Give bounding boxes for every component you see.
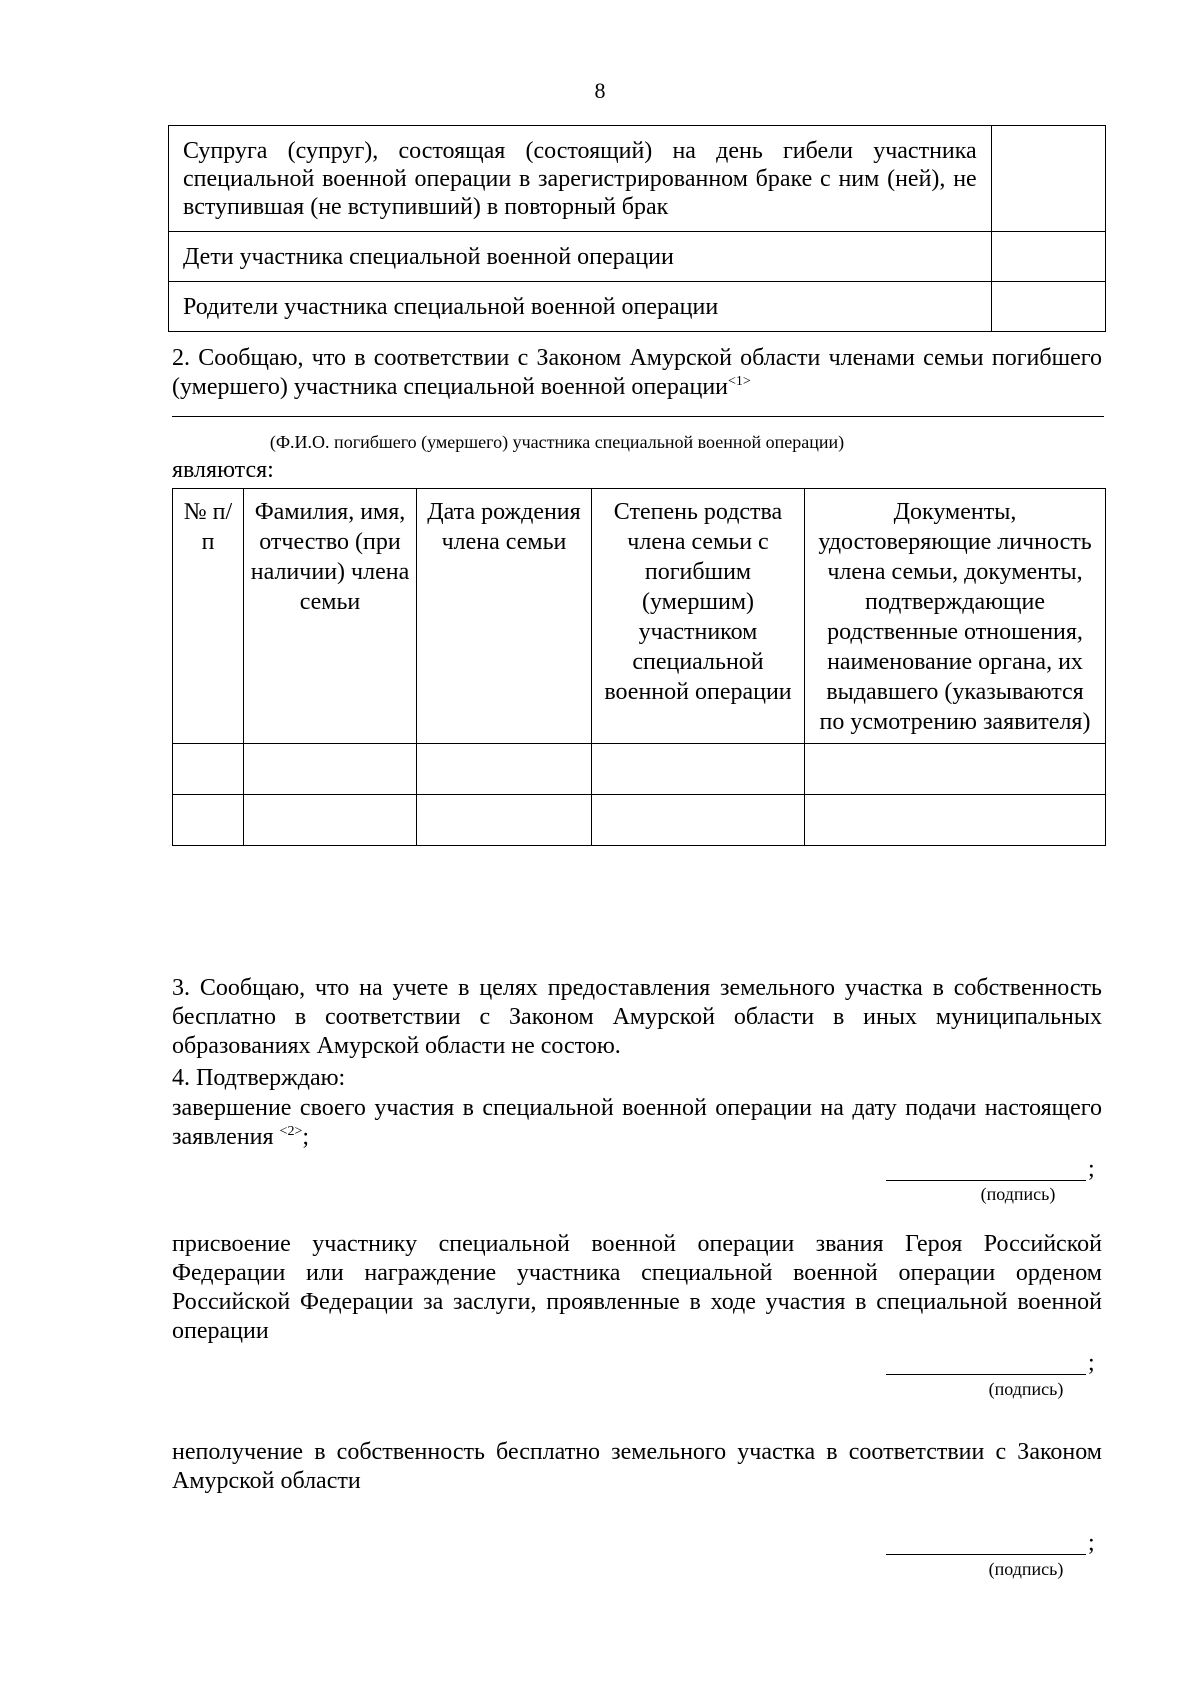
page-number: 8 xyxy=(594,78,606,103)
table-cell[interactable] xyxy=(173,795,244,846)
table-row xyxy=(169,282,1106,332)
category-children: Дети участника специальной военной операции xyxy=(169,232,992,282)
table-row xyxy=(169,126,1106,232)
are-label: являются: xyxy=(172,457,274,483)
section-4-title: 4. Подтверждаю: xyxy=(172,1065,346,1091)
col-name-header: Фамилия, имя, отчество (при наличии) члена семьи xyxy=(244,489,417,744)
footnote-ref-1: <1> xyxy=(728,374,751,389)
table-cell[interactable] xyxy=(592,744,805,795)
table-header-row xyxy=(173,489,1106,744)
category-spouse: Супруга (супруг), состоящая (состоящий) на день гибели участника специальной военной операции в зарегистрированном браке с ним (ней), не вступившая (не вступивший) в повторный брак xyxy=(169,126,992,232)
table-cell[interactable] xyxy=(244,795,417,846)
confirm-item-3: неполучение в собственность бесплатно земельного участка в соответствии с Законом Амурской области xyxy=(172,1439,1102,1494)
table-row xyxy=(173,795,1106,846)
table-cell[interactable] xyxy=(244,744,417,795)
checkbox-cell-parents[interactable] xyxy=(991,282,1105,332)
signature-line-2[interactable] xyxy=(886,1374,1086,1375)
section-2-text: 2. Сообщаю, что в соответствии с Законом Амурской области членами семьи погибшего (умершего) участника специальной военной операции xyxy=(172,345,1102,400)
table-cell[interactable] xyxy=(417,795,592,846)
family-members-table xyxy=(172,488,1106,846)
checkbox-cell-spouse[interactable] xyxy=(991,126,1105,232)
signature-semicolon-3: ; xyxy=(1088,1530,1095,1556)
category-parents: Родители участника специальной военной операции xyxy=(169,282,992,332)
col-relation-header: Степень родства члена семьи с погибшим (умершим) участником специальной военной операции xyxy=(592,489,805,744)
fio-caption: (Ф.И.О. погибшего (умершего) участника специальной военной операции) xyxy=(269,432,845,452)
table-cell[interactable] xyxy=(592,795,805,846)
signature-semicolon-1: ; xyxy=(1088,1156,1095,1182)
table-cell[interactable] xyxy=(417,744,592,795)
confirm-item-1-end: ; xyxy=(302,1124,310,1150)
section-3-paragraph: 3. Сообщаю, что на учете в целях предоставления земельного участка в собственность бесплатно в соответствии с Законом Амурской области в иных муниципальных образованиях Амурской области не состою. xyxy=(172,975,1102,1059)
table-cell[interactable] xyxy=(173,744,244,795)
table-cell[interactable] xyxy=(805,795,1106,846)
family-category-table xyxy=(168,125,1106,332)
table-row xyxy=(173,744,1106,795)
col-number-header: № п/п xyxy=(173,489,244,744)
signature-semicolon-2: ; xyxy=(1088,1350,1095,1376)
signature-caption-2: (подпись) xyxy=(988,1379,1064,1399)
table-cell[interactable] xyxy=(805,744,1106,795)
signature-line-3[interactable] xyxy=(886,1554,1086,1555)
confirm-item-1 xyxy=(172,1094,1102,1152)
table-row xyxy=(169,232,1106,282)
confirm-item-2: присвоение участнику специальной военной операции звания Героя Российской Федерации или награждение участника специальной военной операции орденом Российской Федерации за заслуги, проявленные в ходе участия в специальной военной операции xyxy=(172,1231,1102,1344)
col-birthdate-header: Дата рождения члена семьи xyxy=(417,489,592,744)
col-documents-header: Документы, удостоверяющие личность члена семьи, документы, подтверждающие родственные отношения, наименование органа, их выдавшего (указываются по усмотрению заявителя) xyxy=(805,489,1106,744)
confirm-item-1-text: завершение своего участия в специальной военной операции на дату подачи настоящего заявления xyxy=(172,1095,1102,1150)
signature-caption-1: (подпись) xyxy=(980,1184,1056,1204)
fio-input-line[interactable] xyxy=(172,416,1104,417)
signature-caption-3: (подпись) xyxy=(988,1559,1064,1579)
section-2-paragraph xyxy=(172,344,1102,402)
footnote-ref-2: <2> xyxy=(279,1124,303,1139)
signature-line-1[interactable] xyxy=(886,1180,1086,1181)
checkbox-cell-children[interactable] xyxy=(991,232,1105,282)
